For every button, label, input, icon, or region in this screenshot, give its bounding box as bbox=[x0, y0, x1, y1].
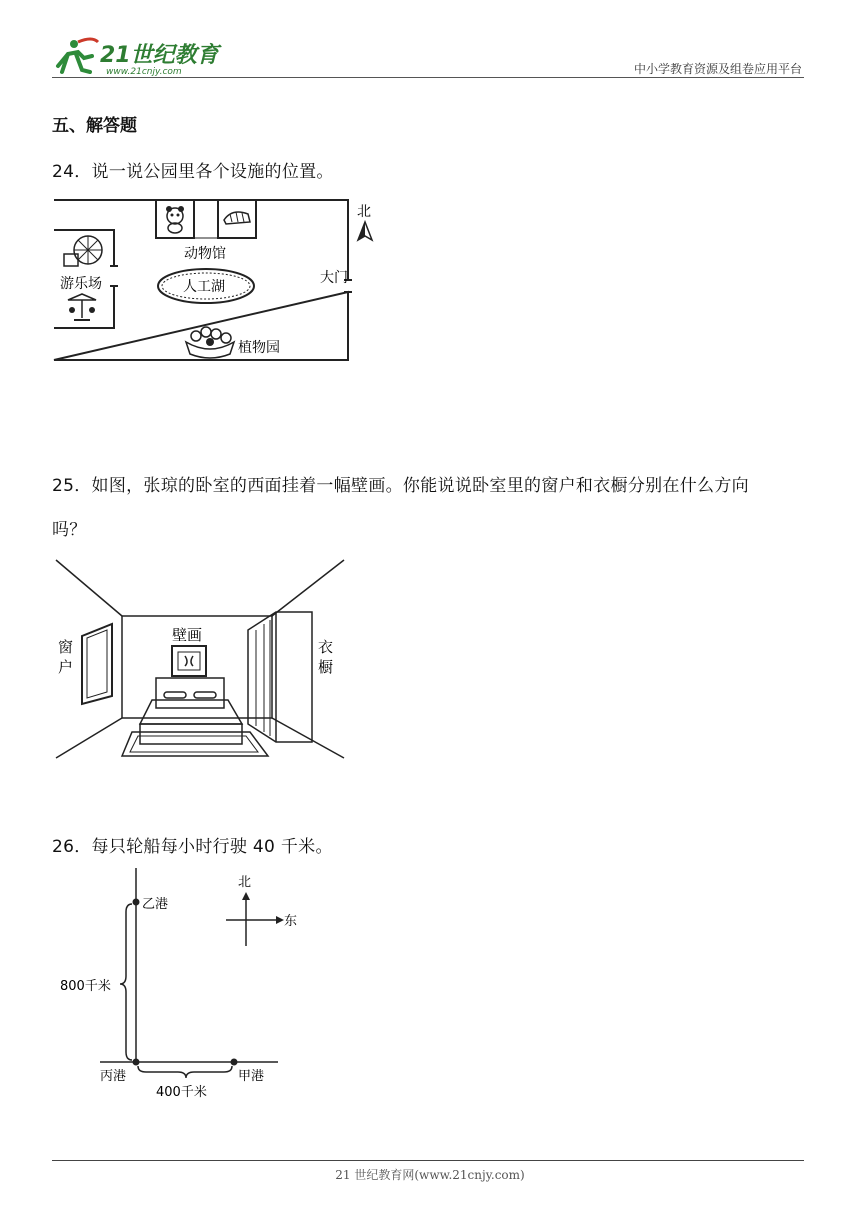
tiger-icon bbox=[224, 212, 250, 224]
horizontal-distance-brace bbox=[138, 1066, 232, 1078]
park-map-figure bbox=[52, 196, 392, 370]
flower-basket-icon bbox=[186, 327, 234, 358]
site-logo bbox=[48, 36, 248, 78]
question-25-line1: 25．如图，张琼的卧室的西面挂着一幅壁画。你能说说卧室里的窗户和衣橱分别在什么方向 bbox=[52, 476, 749, 496]
logo-sub-text: www.21cnjy.com bbox=[106, 67, 182, 77]
north-label: 北 bbox=[357, 204, 371, 220]
compass-icon bbox=[226, 892, 284, 946]
logo-main-text: 21世纪教育 bbox=[100, 43, 219, 68]
bedroom-figure bbox=[52, 556, 352, 766]
header-platform-text: 中小学教育资源及组卷应用平台 bbox=[633, 62, 802, 76]
north-arrow-icon bbox=[358, 222, 372, 240]
wardrobe-label-2: 橱 bbox=[318, 658, 334, 676]
question-24: 24．说一说公园里各个设施的位置。 bbox=[52, 162, 334, 182]
zoo-label: 动物馆 bbox=[184, 246, 226, 262]
distance-800-label: 800千米 bbox=[60, 979, 111, 994]
port-yi-label: 乙港 bbox=[142, 897, 169, 912]
amusement-label: 游乐场 bbox=[60, 276, 102, 292]
carousel-icon bbox=[68, 294, 96, 320]
window-drawing bbox=[82, 624, 112, 704]
footer-divider bbox=[52, 1160, 804, 1161]
port-bing-dot bbox=[133, 1059, 140, 1066]
port-jia-label: 甲港 bbox=[238, 1069, 265, 1084]
window-label-1: 窗 bbox=[58, 638, 74, 656]
wardrobe-label-1: 衣 bbox=[318, 638, 334, 656]
footer-text: 21 世纪教育网(www.21cnjy.com) bbox=[335, 1168, 525, 1182]
port-bing-label: 丙港 bbox=[100, 1069, 127, 1084]
section-title: 五、解答题 bbox=[52, 116, 137, 136]
question-26: 26．每只轮船每小时行驶 40 千米。 bbox=[52, 837, 333, 857]
port-jia-dot bbox=[231, 1059, 238, 1066]
distance-400-label: 400千米 bbox=[156, 1085, 207, 1100]
painting-label: 壁画 bbox=[172, 626, 203, 644]
ferris-wheel-icon bbox=[64, 236, 102, 266]
garden-label: 植物园 bbox=[238, 340, 280, 356]
bed-drawing bbox=[122, 678, 268, 756]
lake-label: 人工湖 bbox=[183, 279, 225, 295]
vertical-distance-brace bbox=[120, 904, 132, 1060]
ports-map-figure bbox=[52, 864, 312, 1118]
window-label-2: 户 bbox=[58, 658, 74, 676]
compass-east-label: 东 bbox=[284, 914, 298, 929]
gate-label: 大门 bbox=[320, 270, 348, 286]
compass-north-label: 北 bbox=[238, 875, 252, 890]
runner-icon bbox=[58, 39, 98, 72]
port-yi-dot bbox=[133, 899, 140, 906]
question-25-line2: 吗？ bbox=[52, 520, 87, 540]
panda-icon bbox=[166, 206, 184, 233]
header-divider bbox=[52, 77, 804, 78]
wall-painting-drawing bbox=[172, 646, 206, 676]
